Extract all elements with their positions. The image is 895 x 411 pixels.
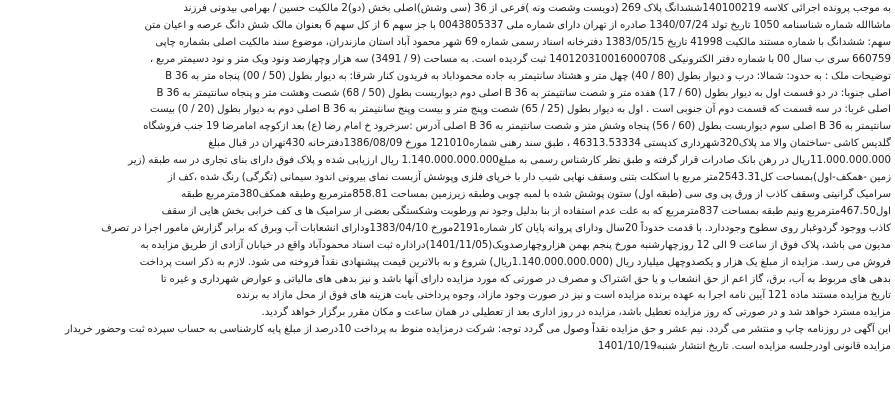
notice-line: مدیون می باشد، پلاک فوق از ساعت 9 الی 12 روزچهارشنبه مورخ پنجم بهمن هزاروچهارصدویک(1401/11/05)دراداره ثبت اسناد محمودآباد واقع در خیابان آزادی از طریق مزایده به: [140, 239, 891, 251]
notice-line: 660759 سری ب سال 00 با شماره دفتر الکترونیکی 140120310016000708 ثبت گردیده است. به مساحت (9 / 3491) سه هزار وچهارصد ونود ویک متر و نود دسیمتر مربع ،: [149, 53, 891, 65]
auction-notice-document: [4, 1, 891, 409]
notice-line: بدهی های مربوط به آب، برق، گاز اعم از حق انشعاب و یا حق اشتراک و مصرف در صورتی که مورد مزایده دارای آنها باشد و نیز بدهی های مالیاتی و عوارض شهرداری و غیره تا: [160, 273, 891, 285]
notice-line: اول467.50مترمربع ونیم طبقه بمساحت 837مترمربع که به علت عدم استفاده از بنا بدلیل وجود نم ورطوبت وشکستگی بعضی از سرامیک ها ی کف خرابی بخش هایی از سقف: [161, 205, 891, 217]
notice-line: سهم: ششدانگ با شماره مستند مالکیت 41998 تاریخ 1383/05/15 دفترخانه اسناد رسمی شماره 69 شهر محمود آباد استان مازندران، موضوع سند مالکیت اصلی بشماره چاپی: [155, 36, 891, 48]
notice-line: اصلی جنوبا: در دو قسمت اول به دیوار بطول (60 / 17) هفده متر و شصت سانتیمتر به 36 B اصلی دوم دیواربست بطول (50 / 68) شصت وهشت متر و پنجاه سانتیمتر به 36 B: [156, 87, 891, 99]
notice-line: اصلی غربا: در سه قسمت که قسمت دوم آن جنوبی است . اول به دیوار بطول (25 / 65) شصت وپنج متر و بیست وپنج سانتیمتر به 36 B اصلی دوم به دیوار بطول (20 / 0) بیست: [149, 104, 891, 116]
notice-line: ماشاالله شماره شناسنامه 1050 تاریخ تولد 1340/07/24 صادره از تهران دارای شماره ملی 0043805337 با جز سهم 6 از کل سهم 6 بعنوان مالک شش دانگ عرصه و اعیان متن: [144, 19, 891, 31]
notice-line: مزایده مسترد خواهد شد و در صورتی که روز مزایده تعطیل باشد، مزایده در روز اداری بعد از تعطیلی در همان ساعت و مکان مقرر برگزار خواهد گردید.: [261, 307, 891, 319]
notice-line: زمین -همکف-اول)بمساحت کل2543.31متر مربع با اسکلت بتنی وسقف نهایی شیب دار با خرپای فلزی وپوشش آزبست نمای بیرونی اندود سیمانی (تگرگی) رنگ شده ،کف از: [167, 172, 891, 184]
notice-line: تاریخ مزایده مستند ماده 121 آیین نامه اجرا به عهده برنده مزایده است و نیز در صورت وجود مازاد، وجوه پرداختی بابت هزینه های فوق از محل مازاد به برنده: [236, 290, 891, 302]
notice-line: فروش می رسد. مزایده از مبلغ یک هزار و یکصدوچهل میلیارد ریال (1.140.000.000.000ریال) شروع و به بالاترین قیمت پیشنهادی نقداً فروخته می شود. لازم به ذکر است پرداخت: [139, 256, 891, 268]
notice-line: سانتیمتر به 36 B اصلی سوم دیواربست بطول (60 / 56) پنجاه وشش متر و شصت سانتیمتر به 36 B اصلی آدرس :سرخرود خ امام رضا (ع) بعد ازکوچه امامرضا 19 جنب فروشگاه: [143, 121, 891, 133]
notice-line: مزایده قانونی اودرجلسه مزایده است. تاریخ انتشار شنبه1401/10/19: [597, 341, 891, 353]
notice-line: توضیحات ملک : به حدود: شمالا: درب و دیوار بطول (80 / 40) چهل متر و هشتاد سانتیمتر به جاده محموداباد به فریدون کنار شرقا: به دیوار بطول (50 / 00) پنجاه متر به 36 B: [165, 70, 891, 82]
notice-line: به موجب پرونده اجرائی کلاسه 140100219ششدانگ پلاک 269 (دویست وشصت ونه )فرعی از 36 (سی وشش)اصلی بخش (دو)2 مالکیت حسین / بهرامی بیدونی فرزند: [183, 3, 891, 14]
notice-line: این آگهی در روزنامه چاپ و منتشر می گردد. نیم عشر و حق مزایده نقداً وصول می گردد توجه: شرکت درمزایده منوط به پرداخت 10درصد از مبلغ پایه کارشناسی به حساب سپرده ثبت وحضور خریدار: [65, 324, 891, 336]
notice-line: کاذب ووجود گردوغبار روی سطوح وجوددارد. با قدمت حدوداً 20سال ودارای پروانه پایان کار شماره2191مورخ 1383/04/10ودارای انشعابات آب وبرق که برابر گزارش مامور اجرا در تصرف: [101, 222, 891, 234]
notice-line: 11.000.000.000ریال در رهن بانک صادرات قرار گرفته و طبق نظر کارشناس رسمی به مبلغ1.140.000.000.000 ریال ارزیابی شده و پلاک فوق دارای بنای تجاری در سه طبقه (زیر: [128, 155, 891, 167]
notice-line: سرامیک گرانیتی وسقف کاذب از ورق پی وی سی (طبقه اول) ستون پوشش شده با لمبه چوبی وطبقه زیرزمین بمساحت 858.81مترمربع وطبقه همکف380مترمربع طبقه: [181, 188, 891, 200]
notice-line: گلدیس کاشی -ساختمان والا مد پلاک320شهرداری کدپستی 46313.53334 ، طبق سند رهنی شماره121010 مورخ 1386/08/09دفترخانه 430تهران در قبال مبلغ: [208, 138, 891, 150]
